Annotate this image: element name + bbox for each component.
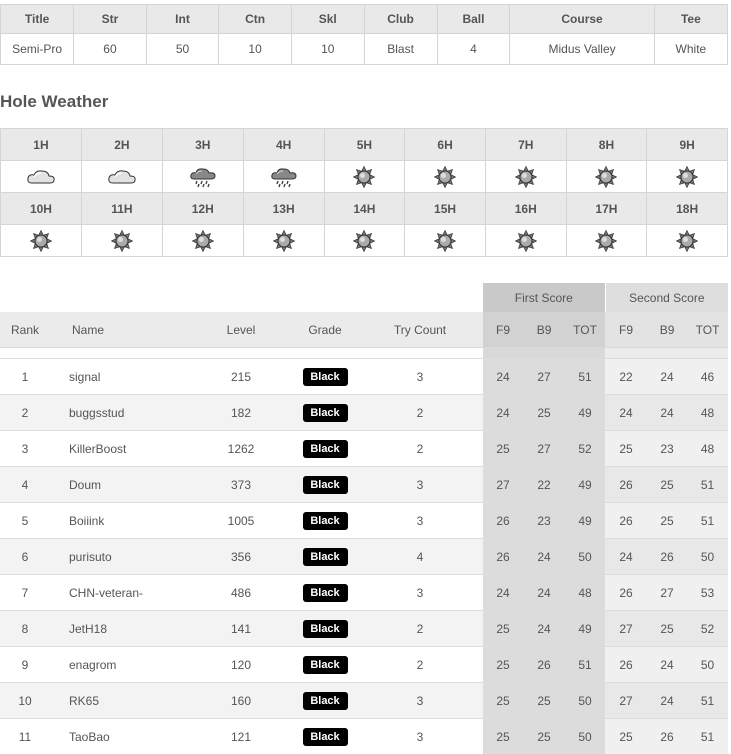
first-tot-cell: 50 (565, 539, 605, 575)
col-second-tot: TOT (687, 312, 728, 348)
player-name (50, 467, 189, 503)
second-f9-cell: 26 (605, 575, 647, 611)
header-int: Int (146, 5, 218, 34)
second-tot-cell: 52 (687, 611, 728, 647)
first-tot-cell: 50 (565, 683, 605, 719)
try-count-cell: 3 (357, 467, 483, 503)
player-name-text[interactable]: RK65 (50, 694, 99, 708)
hole-label: 4H (243, 129, 324, 161)
player-name (50, 719, 189, 754)
col-first-tot: TOT (565, 312, 605, 348)
value-ball: 4 (437, 34, 510, 65)
second-tot-cell: 53 (687, 575, 728, 611)
first-f9-cell: 24 (483, 575, 523, 611)
hole-label: 16H (485, 193, 566, 225)
header-str: Str (74, 5, 147, 34)
sun-icon (82, 230, 162, 252)
level-cell: 141 (189, 611, 293, 647)
hole-weather-cell (324, 161, 405, 193)
header-skl: Skl (291, 5, 364, 34)
rank-cell: 3 (0, 431, 50, 467)
hole-weather-table (0, 128, 728, 257)
grade-cell (293, 575, 357, 611)
hole-weather-cell (647, 225, 728, 257)
grade-badge: Black (303, 404, 348, 422)
header-title: Title (1, 5, 74, 34)
grade-badge: Black (303, 512, 348, 530)
second-f9-cell: 25 (605, 431, 647, 467)
grade-cell (293, 359, 357, 395)
player-name-text[interactable]: signal (50, 370, 100, 384)
try-count-cell: 3 (357, 503, 483, 539)
level-cell: 182 (189, 395, 293, 431)
header-ctn: Ctn (219, 5, 292, 34)
second-tot-cell: 51 (687, 683, 728, 719)
try-count-cell: 3 (357, 683, 483, 719)
try-count-cell: 2 (357, 395, 483, 431)
second-tot-cell: 48 (687, 395, 728, 431)
hole-label: 1H (1, 129, 82, 161)
ranking-row[interactable] (0, 539, 728, 575)
rank-cell: 1 (0, 359, 50, 395)
ranking-row[interactable] (0, 575, 728, 611)
first-f9-cell: 26 (483, 503, 523, 539)
hole-label: 15H (405, 193, 486, 225)
grade-cell (293, 539, 357, 575)
second-f9-cell: 26 (605, 647, 647, 683)
col-name (50, 312, 189, 348)
col-first-f9: F9 (483, 312, 523, 348)
player-name (50, 431, 189, 467)
level-cell: 215 (189, 359, 293, 395)
sun-icon (325, 230, 405, 252)
level-cell: 356 (189, 539, 293, 575)
try-count-cell: 2 (357, 431, 483, 467)
player-name-text[interactable]: Doum (50, 478, 101, 492)
weather-back-icons (1, 225, 728, 257)
header-course: Course (510, 5, 654, 34)
grade-cell (293, 467, 357, 503)
ranking-row[interactable] (0, 359, 728, 395)
try-count-cell: 3 (357, 359, 483, 395)
hole-weather-cell (162, 225, 243, 257)
col-second-f9: F9 (605, 312, 647, 348)
player-name-text[interactable]: CHN-veteran- (50, 586, 143, 600)
grade-badge: Black (303, 440, 348, 458)
hole-weather-cell (81, 161, 162, 193)
hole-weather-cell (405, 161, 486, 193)
player-name (50, 503, 189, 539)
value-skl: 10 (291, 34, 364, 65)
hole-weather-cell (81, 225, 162, 257)
first-f9-cell: 27 (483, 467, 523, 503)
second-b9-cell: 24 (647, 395, 687, 431)
level-cell: 373 (189, 467, 293, 503)
value-ctn: 10 (219, 34, 292, 65)
second-score-group: Second Score (605, 283, 728, 312)
grade-badge: Black (303, 728, 348, 746)
level-cell: 1005 (189, 503, 293, 539)
second-tot-cell: 48 (687, 431, 728, 467)
grade-cell (293, 683, 357, 719)
first-f9-cell: 26 (483, 539, 523, 575)
value-title: Semi-Pro (1, 34, 74, 65)
second-b9-cell: 26 (647, 719, 687, 754)
first-tot-cell: 51 (565, 647, 605, 683)
hole-label: 12H (162, 193, 243, 225)
first-b9-cell: 25 (523, 683, 565, 719)
col-name-label: Name (50, 323, 104, 337)
header-tee: Tee (654, 5, 727, 34)
first-tot-cell: 51 (565, 359, 605, 395)
sun-icon (647, 166, 727, 188)
player-info-values (1, 34, 728, 65)
sun-icon (163, 230, 243, 252)
first-b9-cell: 27 (523, 431, 565, 467)
hole-label: 3H (162, 129, 243, 161)
hole-weather-title: Hole Weather (0, 92, 108, 112)
ranking-row[interactable] (0, 647, 728, 683)
try-count-cell: 3 (357, 719, 483, 754)
col-grade: Grade (293, 312, 357, 348)
grade-badge: Black (303, 620, 348, 638)
second-b9-cell: 25 (647, 611, 687, 647)
player-name-text[interactable]: enagrom (50, 658, 116, 672)
player-name (50, 611, 189, 647)
player-name (50, 575, 189, 611)
first-tot-cell: 50 (565, 719, 605, 754)
first-tot-cell: 49 (565, 503, 605, 539)
hole-label: 14H (324, 193, 405, 225)
grade-cell (293, 719, 357, 754)
col-level: Level (189, 312, 293, 348)
player-name (50, 395, 189, 431)
group-header-blank (0, 283, 483, 312)
first-f9-cell: 25 (483, 611, 523, 647)
hole-label: 11H (81, 193, 162, 225)
first-score-group: First Score (483, 283, 605, 312)
hole-weather-cell (566, 225, 647, 257)
hole-weather-cell (162, 161, 243, 193)
hole-weather-cell (1, 161, 82, 193)
ranking-row[interactable] (0, 395, 728, 431)
hole-label: 5H (324, 129, 405, 161)
rank-cell: 2 (0, 395, 50, 431)
first-b9-cell: 25 (523, 395, 565, 431)
first-b9-cell: 24 (523, 539, 565, 575)
ranking-row[interactable] (0, 431, 728, 467)
first-b9-cell: 24 (523, 575, 565, 611)
hole-weather-cell (243, 161, 324, 193)
player-info-header (1, 5, 728, 34)
rank-cell: 9 (0, 647, 50, 683)
second-f9-cell: 27 (605, 683, 647, 719)
second-tot-cell: 51 (687, 467, 728, 503)
rank-cell: 11 (0, 719, 50, 754)
second-tot-cell: 50 (687, 539, 728, 575)
ranking-column-header (0, 312, 728, 348)
ranking-table (0, 283, 728, 754)
col-second-b9: B9 (647, 312, 687, 348)
hole-weather-cell (485, 161, 566, 193)
rank-cell: 8 (0, 611, 50, 647)
ranking-row[interactable] (0, 611, 728, 647)
second-f9-cell: 26 (605, 467, 647, 503)
second-b9-cell: 23 (647, 431, 687, 467)
level-cell: 120 (189, 647, 293, 683)
level-cell: 486 (189, 575, 293, 611)
grade-cell (293, 647, 357, 683)
first-tot-cell: 49 (565, 611, 605, 647)
player-name-text[interactable]: TaoBao (50, 730, 110, 744)
rain-icon (163, 166, 243, 188)
grade-cell (293, 395, 357, 431)
grade-cell (293, 503, 357, 539)
first-f9-cell: 25 (483, 647, 523, 683)
value-int: 50 (146, 34, 218, 65)
first-tot-cell: 49 (565, 395, 605, 431)
grade-cell (293, 431, 357, 467)
try-count-cell: 3 (357, 575, 483, 611)
second-b9-cell: 24 (647, 683, 687, 719)
hole-weather-cell (647, 161, 728, 193)
rank-cell: 10 (0, 683, 50, 719)
sun-icon (325, 166, 405, 188)
header-spacer (0, 348, 728, 359)
second-b9-cell: 24 (647, 359, 687, 395)
hole-weather-cell (324, 225, 405, 257)
sun-icon (486, 166, 566, 188)
player-name (50, 539, 189, 575)
hole-weather-cell (243, 225, 324, 257)
value-str: 60 (74, 34, 147, 65)
player-name-text[interactable]: buggsstud (50, 406, 124, 420)
sun-icon (405, 166, 485, 188)
rank-cell: 5 (0, 503, 50, 539)
ranking-rows (0, 359, 728, 754)
grade-badge: Black (303, 476, 348, 494)
sun-icon (405, 230, 485, 252)
first-b9-cell: 26 (523, 647, 565, 683)
player-name-text[interactable]: purisuto (50, 550, 112, 564)
sun-icon (244, 230, 324, 252)
col-first-b9: B9 (523, 312, 565, 348)
hole-weather-cell (566, 161, 647, 193)
second-f9-cell: 24 (605, 395, 647, 431)
cloud-icon (1, 167, 81, 187)
sun-icon (486, 230, 566, 252)
first-tot-cell: 48 (565, 575, 605, 611)
try-count-cell: 2 (357, 647, 483, 683)
weather-front-icons (1, 161, 728, 193)
grade-badge: Black (303, 584, 348, 602)
ranking-row[interactable] (0, 503, 728, 539)
col-rank: Rank (0, 312, 50, 348)
hole-weather-cell (1, 225, 82, 257)
second-b9-cell: 24 (647, 647, 687, 683)
hole-label: 2H (81, 129, 162, 161)
hole-label: 8H (566, 129, 647, 161)
first-tot-cell: 49 (565, 467, 605, 503)
hole-label: 10H (1, 193, 82, 225)
rain-icon (244, 166, 324, 188)
ranking-row[interactable] (0, 467, 728, 503)
player-name (50, 647, 189, 683)
grade-badge: Black (303, 548, 348, 566)
first-b9-cell: 25 (523, 719, 565, 754)
first-b9-cell: 23 (523, 503, 565, 539)
second-tot-cell: 50 (687, 647, 728, 683)
grade-badge: Black (303, 656, 348, 674)
hole-label: 9H (647, 129, 728, 161)
first-b9-cell: 24 (523, 611, 565, 647)
hole-label: 13H (243, 193, 324, 225)
value-course: Midus Valley (510, 34, 654, 65)
second-b9-cell: 25 (647, 467, 687, 503)
try-count-cell: 2 (357, 611, 483, 647)
sun-icon (567, 230, 647, 252)
second-f9-cell: 24 (605, 539, 647, 575)
second-f9-cell: 27 (605, 611, 647, 647)
player-name-text[interactable]: KillerBoost (50, 442, 126, 456)
header-club: Club (364, 5, 437, 34)
cloud-icon (82, 167, 162, 187)
first-f9-cell: 24 (483, 395, 523, 431)
sun-icon (1, 230, 81, 252)
grade-cell (293, 611, 357, 647)
level-cell: 121 (189, 719, 293, 754)
player-name (50, 359, 189, 395)
grade-badge: Black (303, 692, 348, 710)
ranking-group-header (0, 283, 728, 312)
value-tee: White (654, 34, 727, 65)
col-try-count: Try Count (357, 312, 483, 348)
ranking-row[interactable] (0, 719, 728, 754)
second-b9-cell: 25 (647, 503, 687, 539)
weather-front-holes (1, 129, 728, 161)
player-name-text[interactable]: JetH18 (50, 622, 107, 636)
grade-badge: Black (303, 368, 348, 386)
ranking-row[interactable] (0, 683, 728, 719)
hole-label: 17H (566, 193, 647, 225)
first-f9-cell: 24 (483, 359, 523, 395)
hole-weather-cell (405, 225, 486, 257)
second-f9-cell: 22 (605, 359, 647, 395)
second-tot-cell: 51 (687, 719, 728, 754)
level-cell: 1262 (189, 431, 293, 467)
hole-label: 18H (647, 193, 728, 225)
player-name (50, 683, 189, 719)
rank-cell: 4 (0, 467, 50, 503)
first-b9-cell: 22 (523, 467, 565, 503)
first-f9-cell: 25 (483, 431, 523, 467)
first-f9-cell: 25 (483, 683, 523, 719)
value-club: Blast (364, 34, 437, 65)
second-tot-cell: 46 (687, 359, 728, 395)
player-info-table (0, 4, 728, 65)
level-cell: 160 (189, 683, 293, 719)
try-count-cell: 4 (357, 539, 483, 575)
weather-back-holes (1, 193, 728, 225)
rank-cell: 6 (0, 539, 50, 575)
hole-label: 7H (485, 129, 566, 161)
header-ball: Ball (437, 5, 510, 34)
second-b9-cell: 27 (647, 575, 687, 611)
second-b9-cell: 26 (647, 539, 687, 575)
first-f9-cell: 25 (483, 719, 523, 754)
rank-cell: 7 (0, 575, 50, 611)
second-f9-cell: 25 (605, 719, 647, 754)
second-f9-cell: 26 (605, 503, 647, 539)
first-tot-cell: 52 (565, 431, 605, 467)
second-tot-cell: 51 (687, 503, 728, 539)
hole-label: 6H (405, 129, 486, 161)
hole-weather-cell (485, 225, 566, 257)
sun-icon (567, 166, 647, 188)
sun-icon (647, 230, 727, 252)
first-b9-cell: 27 (523, 359, 565, 395)
player-name-text[interactable]: Boiiink (50, 514, 104, 528)
